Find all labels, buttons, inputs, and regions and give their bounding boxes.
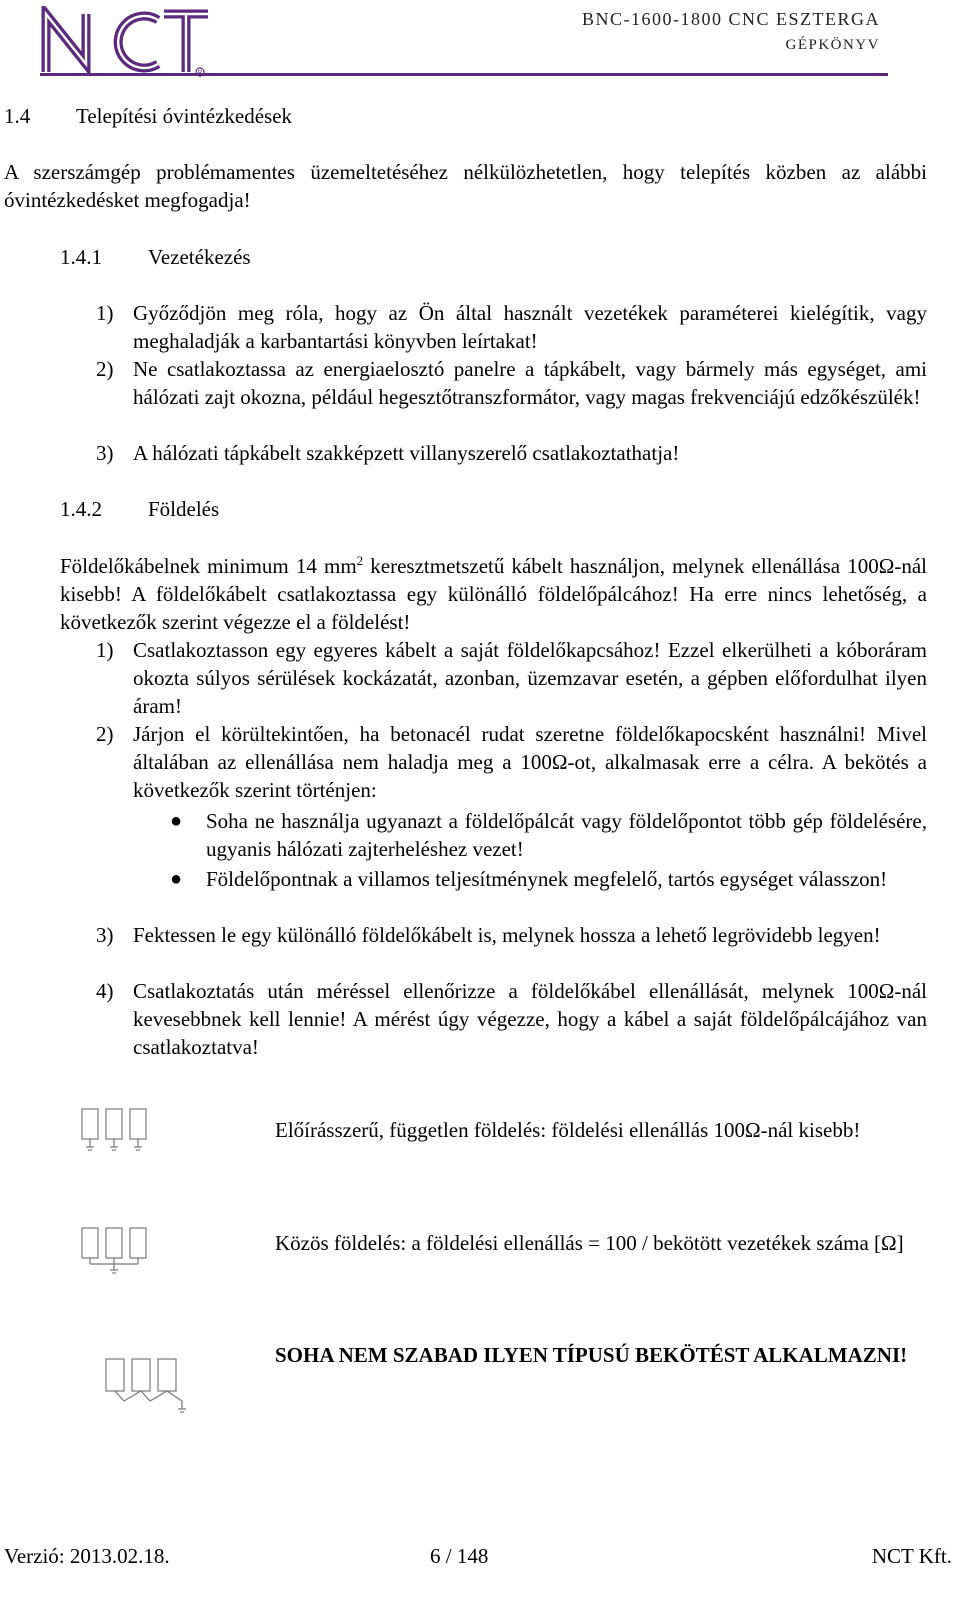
subsection-number: 1.4.2	[60, 497, 102, 521]
grounding-paragraph	[60, 552, 927, 636]
common-grounding-diagram	[78, 1222, 158, 1280]
document-title	[582, 6, 880, 58]
section-heading	[4, 102, 292, 130]
bullet-item	[0, 807, 960, 863]
list-item-text: Csatlakoztasson egy egyeres kábelt a saját földelőkapcsához! Ezzel elkerülheti a kóboráram okozta súlyos sérülések kockázatát, azonban, üzemzavar esetén, a gépben előfordulhat ilyen áram!	[133, 638, 927, 718]
footer-company: NCT Kft.	[871, 1544, 952, 1568]
list-item-number: 4)	[96, 979, 114, 1003]
section-intro: A szerszámgép problémamentes üzemeltetéséhez nélkülözhetetlen, hogy telepítés közben az alábbi óvintézkedésket megfogadja!	[4, 160, 927, 212]
list-item	[0, 720, 960, 804]
warning-caption: SOHA NEM SZABAD ILYEN TÍPUSÚ BEKÖTÉST ALKALMAZNI!	[275, 1343, 908, 1367]
list-item-text: Győződjön meg róla, hogy az Ön által használt vezetékek paraméterei kielégítik, vagy meghaladják a karbantartási könyvben leírtakat!	[133, 301, 927, 353]
list-item-text: Ne csatlakoztassa az energiaelosztó panelre a tápkábelt, vagy bármely más egységet, ami hálózati zajt okozna, például hegesztőtranszformátor, vagy magas frekvenciájú edzőkészülék!	[133, 357, 927, 409]
list-item	[0, 977, 960, 1061]
list-item-number: 3)	[96, 441, 114, 465]
list-item	[0, 355, 960, 439]
list-item-number: 2)	[96, 357, 114, 381]
list-item-number: 2)	[96, 722, 114, 746]
subsection-title: Földelés	[148, 497, 220, 521]
forbidden-grounding-diagram	[102, 1353, 194, 1417]
list-item	[0, 439, 960, 467]
superscript: 2	[356, 553, 364, 568]
bullet-dot-icon: ●	[170, 810, 183, 832]
diagram-caption: Közös földelés: a földelési ellenállás = 100 / bekötött vezetékek száma [Ω]	[275, 1231, 904, 1255]
section-number: 1.4	[4, 104, 31, 128]
footer-page-number: 6 / 148	[430, 1544, 489, 1568]
list-item-text: Fektessen le egy különálló földelőkábelt is, melynek hossza a lehető legrövidebb legyen!	[133, 923, 881, 947]
list-item-number: 3)	[96, 923, 114, 947]
list-item-text: Csatlakoztatás után méréssel ellenőrizze a földelőkábel ellenállását, melynek 100Ω-nál kevesebbnek kell lennie! A mérést úgy végezze, hogy a kábel a saját földelőpálcájához van csatlakoztatva!	[133, 979, 927, 1059]
list-item-number: 1)	[96, 301, 114, 325]
grounding-paragraph-a: Földelőkábelnek minimum 14 mm	[60, 554, 357, 578]
bullet-text: Soha ne használja ugyanazt a földelőpálcát vagy földelőpontot több gép földelésére, ugyanis hálózati zajterheléshez vezet!	[206, 809, 927, 861]
diagram-caption: Előírásszerű, független földelés: földelési ellenállás 100Ω-nál kisebb!	[275, 1118, 861, 1142]
section-title: Telepítési óvintézkedések	[76, 104, 293, 128]
subsection-heading-wiring	[60, 243, 251, 271]
independent-grounding-diagram	[78, 1105, 154, 1157]
subsection-heading-grounding	[60, 495, 219, 523]
list-item	[0, 636, 960, 720]
document-title-line1: BNC-1600-1800 CNC ESZTERGA	[581, 9, 880, 29]
subsection-title: Vezetékezés	[148, 245, 251, 269]
bullet-dot-icon: ●	[170, 868, 183, 890]
header-divider	[40, 73, 888, 76]
list-item-text: Járjon el körültekintően, ha betonacél rudat szeretne földelőkapocsként használni! Mivel általában az ellenállása nem haladja meg a 100Ω-ot, alkalmasak erre a célra. A bekötés a következők szerint történjen:	[133, 722, 927, 802]
nct-logo	[40, 6, 210, 78]
footer-version: Verzió: 2013.02.18.	[4, 1544, 170, 1568]
document-title-line2: GÉPKÖNYV	[785, 37, 880, 53]
list-item	[0, 921, 960, 977]
list-item-number: 1)	[96, 638, 114, 662]
bullet-item	[0, 865, 960, 921]
list-item-text: A hálózati tápkábelt szakképzett villanyszerelő csatlakoztathatja!	[133, 441, 680, 465]
subsection-number: 1.4.1	[60, 245, 102, 269]
bullet-text: Földelőpontnak a villamos teljesítménynek megfelelő, tartós egységet válasszon!	[206, 867, 888, 891]
grounding-paragraph-b: keresztmetszetű kábelt használjon, melynek ellenállása 100Ω-nál kisebb! A földelőkábelt csatlakoztassa egy különálló földelőpálcához! Ha erre nincs lehetőség, a következők szerint végezze el a földelést!	[60, 554, 927, 634]
